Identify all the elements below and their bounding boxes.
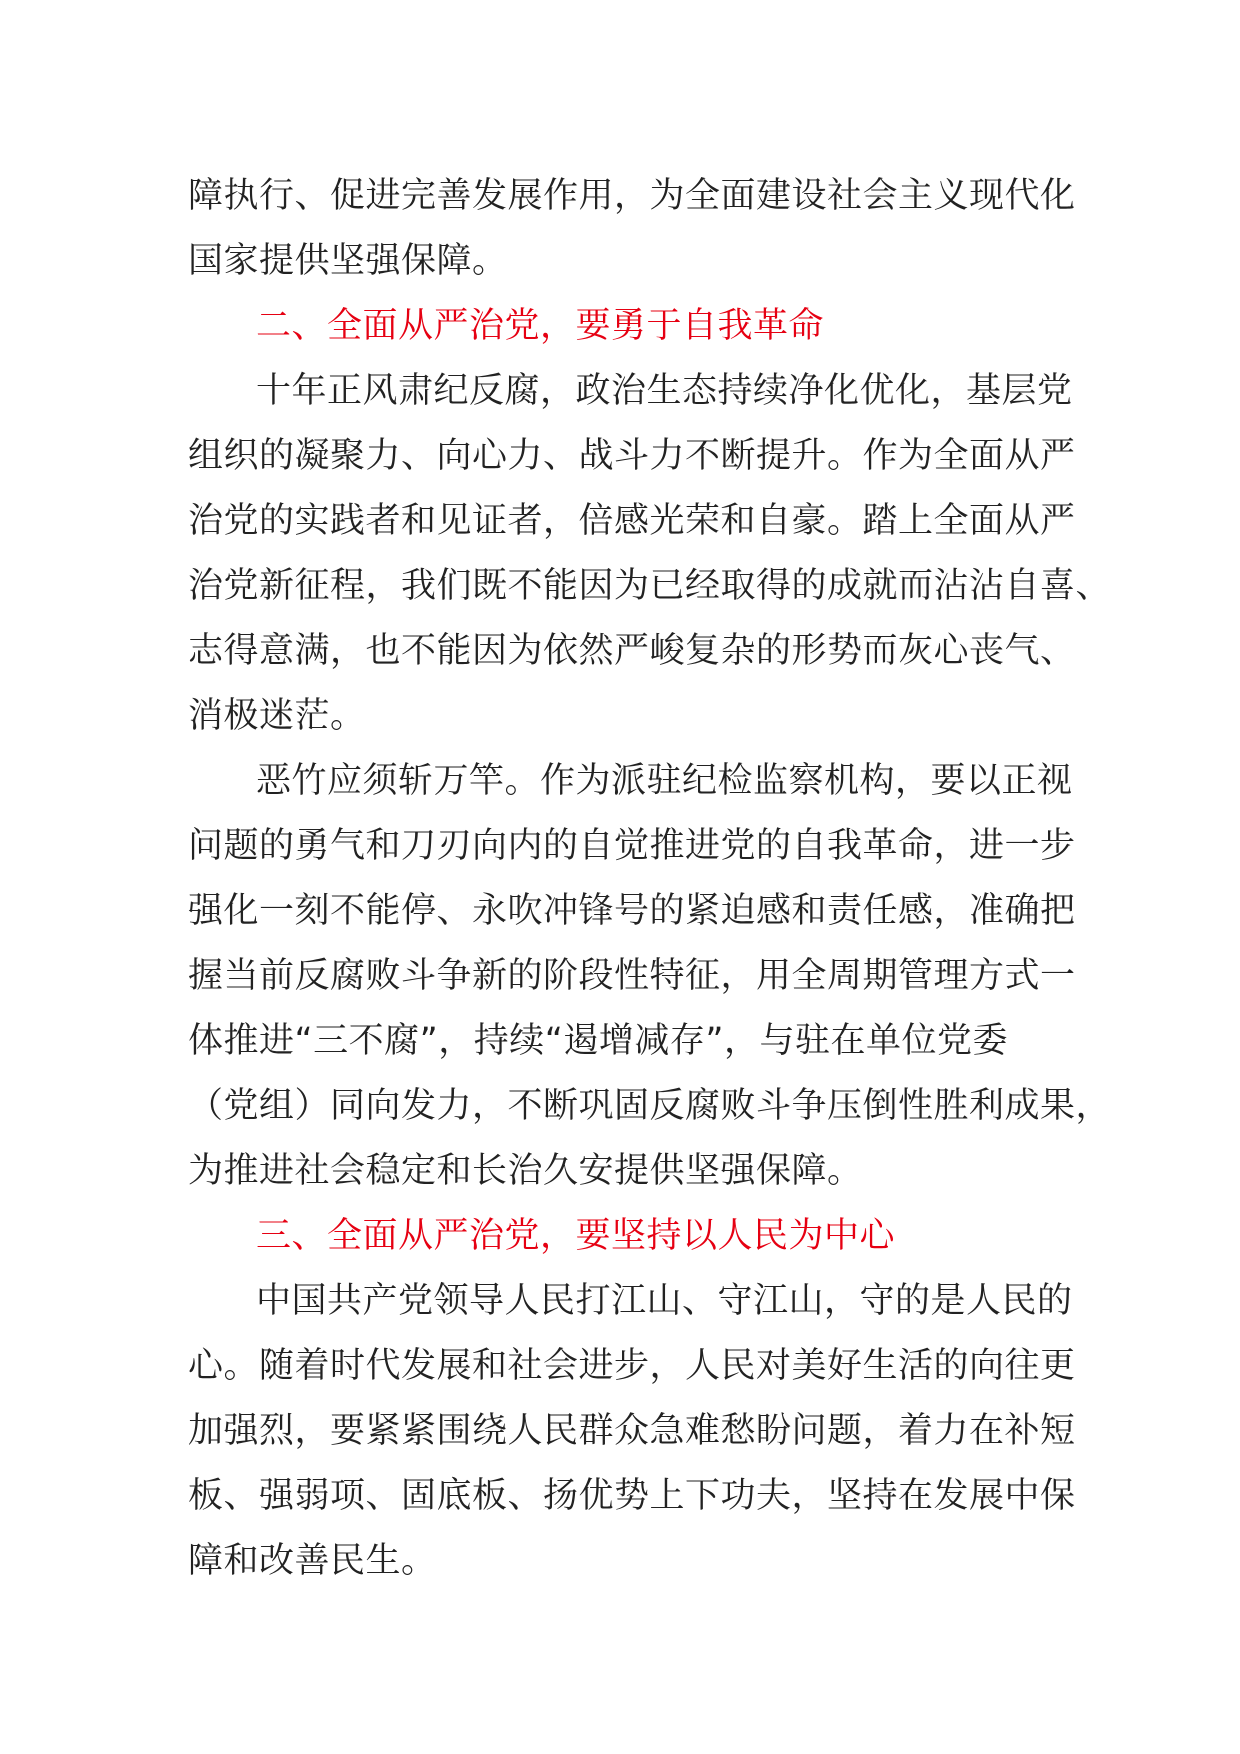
section-heading-3: 三、全面从严治党，要坚持以人民为中心 [256, 1216, 896, 1256]
paragraph-line: 心。随着时代发展和社会进步，人民对美好生活的向往更 [188, 1346, 1076, 1386]
paragraph-line: 组织的凝聚力、向心力、战斗力不断提升。作为全面从严 [188, 436, 1076, 476]
paragraph-line: 恶竹应须斩万竿。作为派驻纪检监察机构，要以正视 [256, 761, 1073, 801]
paragraph-line: 治党的实践者和见证者，倍感光荣和自豪。踏上全面从严 [188, 501, 1076, 541]
document-body [188, 164, 1112, 1594]
paragraph-3 [188, 1269, 1076, 1594]
paragraph-2 [188, 749, 1112, 1204]
paragraph-line: （党组）同向发力，不断巩固反腐败斗争压倒性胜利成果， [188, 1086, 1112, 1126]
paragraph-line: 加强烈，要紧紧围绕人民群众急难愁盼问题，着力在补短 [188, 1411, 1076, 1451]
paragraph-line: 强化一刻不能停、永吹冲锋号的紧迫感和责任感，准确把 [188, 891, 1076, 931]
paragraph-line: 国家提供坚强保障。 [188, 241, 508, 281]
paragraph-line: 障和改善民生。 [188, 1541, 437, 1581]
paragraph-line: 中国共产党领导人民打江山、守江山，守的是人民的 [256, 1281, 1073, 1321]
paragraph-line: 十年正风肃纪反腐，政治生态持续净化优化，基层党 [256, 371, 1073, 411]
paragraph-line: 握当前反腐败斗争新的阶段性特征，用全周期管理方式一 [188, 956, 1076, 996]
paragraph-line: 板、强弱项、固底板、扬优势上下功夫，坚持在发展中保 [188, 1476, 1076, 1516]
paragraph-line: 障执行、促进完善发展作用，为全面建设社会主义现代化 [188, 176, 1076, 216]
paragraph-1 [188, 359, 1112, 749]
paragraph-line: 为推进社会稳定和长治久安提供坚强保障。 [188, 1151, 863, 1191]
paragraph-line: 志得意满，也不能因为依然严峻复杂的形势而灰心丧气、 [188, 631, 1076, 671]
paragraph-line: 治党新征程，我们既不能因为已经取得的成就而沾沾自喜、 [188, 566, 1112, 606]
paragraph-line: 问题的勇气和刀刃向内的自觉推进党的自我革命，进一步 [188, 826, 1076, 866]
paragraph-line: 体推进“三不腐”，持续“遏增减存”，与驻在单位党委 [188, 1021, 1009, 1061]
section-heading-2: 二、全面从严治党，要勇于自我革命 [256, 306, 825, 346]
intro-paragraph [188, 164, 1076, 294]
paragraph-line: 消极迷茫。 [188, 696, 366, 736]
